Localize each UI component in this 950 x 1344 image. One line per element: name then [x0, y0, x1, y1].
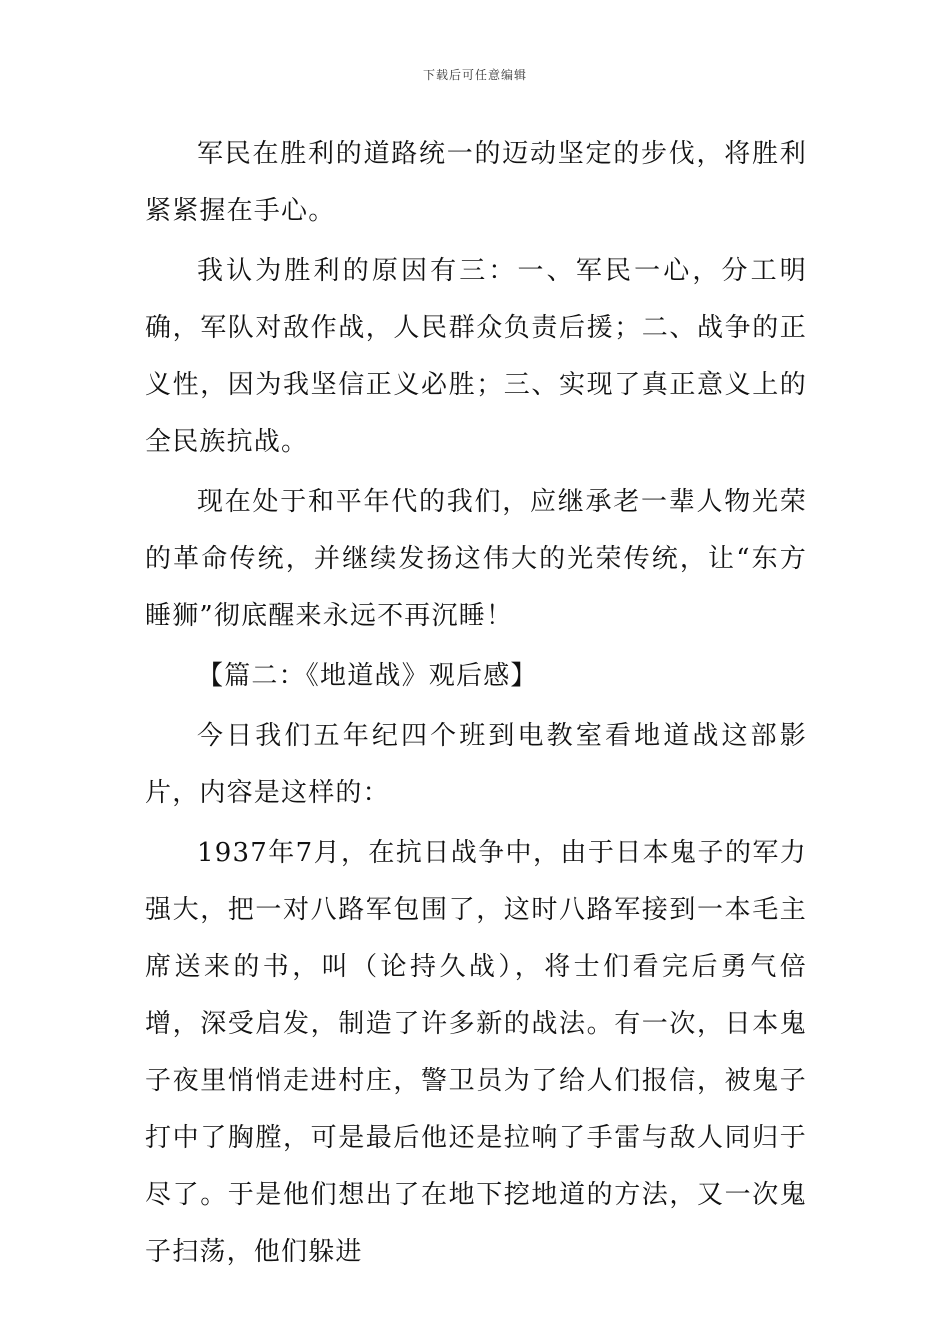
paragraph-peace-era: 现在处于和平年代的我们，应继承老一辈人物光荣的革命传统，并继续发扬这伟大的光荣传统，让“东方睡狮”彻底醒来永远不再沉睡！ [145, 487, 807, 631]
paragraph-victory-steps: 军民在胜利的道路统一的迈动坚定的步伐，将胜利紧紧握在手心。 [145, 139, 807, 226]
paragraph-movie-intro: 今日我们五年纪四个班到电教室看地道战这部影片，内容是这样的： [145, 721, 807, 808]
document-body [145, 126, 807, 1284]
page-header: 下载后可任意编辑 [422, 68, 527, 82]
paragraph-victory-reasons: 我认为胜利的原因有三：一、军民一心，分工明确，军队对敌作战，人民群众负责后援；二、战争的正义性，因为我坚信正义必胜；三、实现了真正意义上的全民族抗战。 [145, 256, 807, 457]
section-title: 【篇二：《地道战》观后感】 [197, 661, 538, 691]
paragraph-movie-story: 1937年7月，在抗日战争中，由于日本鬼子的军力强大，把一对八路军包围了，这时八路军接到一本毛主席送来的书，叫（论持久战），将士们看完后勇气倍增，深受启发，制造了许多新的战法。有一次，日本鬼子夜里悄悄走进村庄，警卫员为了给人们报信，被鬼子打中了胸膛，可是最后他还是拉响了手雷与敌人同归于尽了。于是他们想出了在地下挖地道的方法，又一次鬼子扫荡，他们躲进 [145, 838, 807, 1267]
